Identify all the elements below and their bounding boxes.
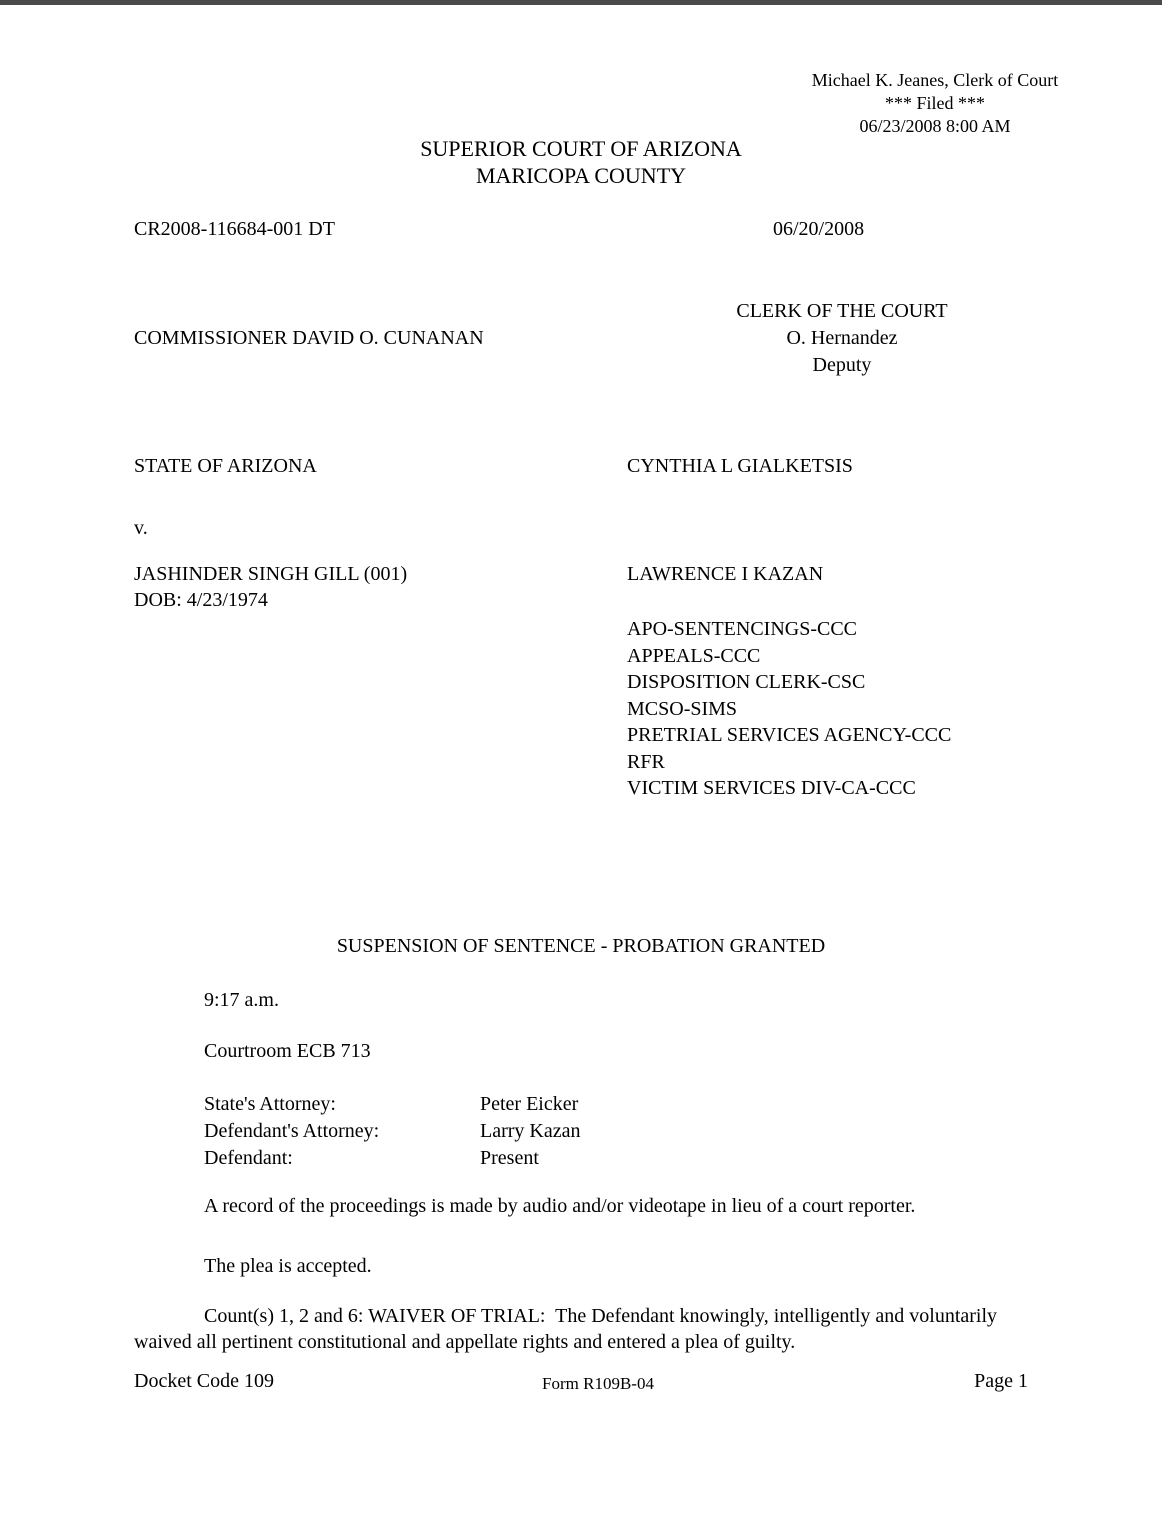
- clerk-heading: CLERK OF THE COURT: [736, 300, 948, 322]
- distribution-list: [627, 616, 951, 802]
- hearing-time: 9:17 a.m.: [204, 989, 279, 1011]
- appearance-row: [204, 1145, 581, 1172]
- footer-page-number: Page 1: [974, 1370, 1028, 1392]
- filing-stamp-clerk: Michael K. Jeanes, Clerk of Court: [811, 70, 1059, 90]
- appearance-label: State's Attorney:: [204, 1093, 336, 1115]
- appearance-value: Peter Eicker: [480, 1093, 579, 1115]
- scan-edge-artifact: [0, 0, 1162, 5]
- filing-stamp: [743, 69, 1127, 138]
- appearance-label: Defendant:: [204, 1147, 293, 1169]
- appearances-table: [204, 1091, 581, 1172]
- court-name: SUPERIOR COURT OF ARIZONA: [420, 136, 742, 161]
- appearance-value: Larry Kazan: [480, 1120, 581, 1142]
- distribution-item: DISPOSITION CLERK-CSC: [627, 671, 866, 693]
- clerk-title: Deputy: [812, 354, 872, 376]
- minute-entry-date: 06/20/2008: [773, 218, 865, 240]
- court-header: [0, 135, 1162, 189]
- appearance-value: Present: [480, 1147, 539, 1169]
- plea-note-paragraph: The plea is accepted.: [204, 1255, 372, 1277]
- defendant-block: [134, 561, 407, 613]
- filing-stamp-filed: *** Filed ***: [884, 93, 985, 113]
- appearance-row: [204, 1091, 581, 1118]
- record-note-paragraph: A record of the proceedings is made by audio and/or videotape in lieu of a court reporter.: [204, 1195, 916, 1217]
- case-number: CR2008-116684-001 DT: [134, 218, 335, 240]
- clerk-name: O. Hernandez: [786, 327, 898, 349]
- county-name: MARICOPA COUNTY: [475, 163, 687, 188]
- versus-marker: v.: [134, 517, 148, 539]
- distribution-item: APPEALS-CCC: [627, 644, 761, 667]
- plaintiff-name: STATE OF ARIZONA: [134, 455, 317, 477]
- courtroom: Courtroom ECB 713: [204, 1040, 371, 1062]
- minute-entry-title: SUSPENSION OF SENTENCE - PROBATION GRANTED: [336, 935, 826, 957]
- distribution-item: PRETRIAL SERVICES AGENCY-CCC: [627, 724, 952, 746]
- defendant-name: JASHINDER SINGH GILL (001): [134, 563, 408, 585]
- clerk-of-court-block: [627, 298, 1057, 379]
- filing-stamp-datetime: 06/23/2008 8:00 AM: [859, 116, 1011, 136]
- plaintiff-counsel: CYNTHIA L GIALKETSIS: [627, 455, 853, 477]
- distribution-item: MCSO-SIMS: [627, 697, 738, 720]
- footer-form-number: Form R109B-04: [542, 1374, 654, 1393]
- distribution-item: APO-SENTENCINGS-CCC: [627, 618, 858, 640]
- appearance-row: [204, 1118, 581, 1145]
- footer-docket-code: Docket Code 109: [134, 1370, 274, 1392]
- appearance-label: Defendant's Attorney:: [204, 1120, 380, 1142]
- defense-counsel: LAWRENCE I KAZAN: [627, 563, 824, 585]
- waiver-note-paragraph: Count(s) 1, 2 and 6: WAIVER OF TRIAL: The Defendant knowingly, intelligently and voluntarily waived all pertinent constitutional and appellate rights and entered a plea of guilty.: [134, 1305, 1003, 1353]
- distribution-item: VICTIM SERVICES DIV-CA-CCC: [627, 777, 916, 799]
- judicial-officer: COMMISSIONER DAVID O. CUNANAN: [134, 327, 484, 349]
- defendant-dob: DOB: 4/23/1974: [134, 589, 268, 611]
- distribution-item: RFR: [627, 750, 665, 773]
